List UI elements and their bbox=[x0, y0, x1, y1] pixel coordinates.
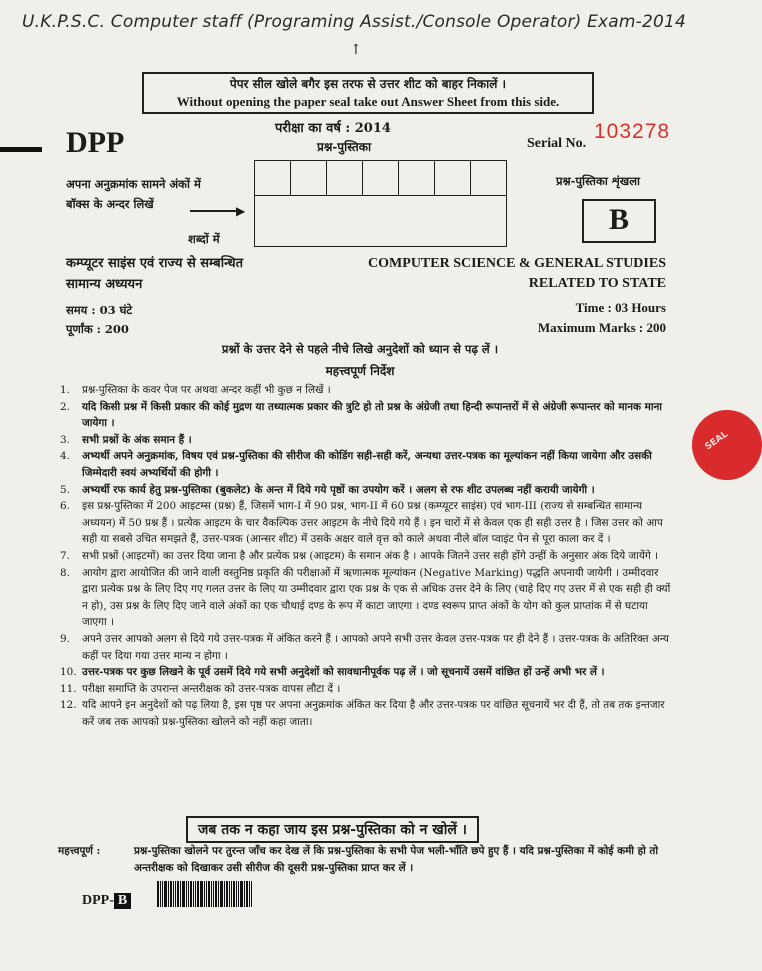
booklet-label: प्रश्न-पुस्तिका bbox=[317, 140, 372, 154]
paper-code: DPP bbox=[66, 126, 125, 159]
barcode-bar bbox=[213, 881, 214, 907]
instruction-text: यदि किसी प्रश्न में किसी प्रकार की कोई मुद्रण या तथ्यात्मक प्रकार की त्रुटि हो तो प्रश्न के अंग्रेजी तथा हिन्दी रूपान्तरों में से अंग्रेजी रूपान्तर को मानक माना जायेगा । bbox=[82, 400, 662, 430]
seal-notice-hindi: पेपर सील खोले बगैर इस तरफ से उत्तर शीट को बाहर निकालें । bbox=[229, 77, 507, 91]
instruction-text: उत्तर-पत्रक पर कुछ लिखने के पूर्व उसमें दिये गये सभी अनुदेशों को सावधानीपूर्वक पढ़ लें । जो सूचनायें उसमें वांछित हों उन्हें अभी भर लें । bbox=[82, 666, 605, 679]
marks-hindi: पूर्णांक : 200 bbox=[66, 322, 129, 336]
instructions-heading: महत्त्वपूर्ण निर्देश bbox=[325, 364, 395, 378]
instruction-text: प्रश्न-पुस्तिका के कवर पेज पर अथवा अन्दर कहीं भी कुछ न लिखें । bbox=[82, 384, 331, 396]
barcode-bar bbox=[170, 881, 172, 907]
barcode-bar bbox=[251, 881, 252, 907]
roll-instruction bbox=[66, 174, 201, 214]
barcode-bar bbox=[224, 881, 225, 907]
barcode-bar bbox=[240, 881, 243, 907]
exam-year: परीक्षा का वर्ष : 2014 bbox=[275, 121, 391, 136]
barcode-bar bbox=[168, 881, 169, 907]
roll-instruction-line1: अपना अनुक्रमांक सामने अंकों में bbox=[66, 177, 201, 191]
marks-english: Maximum Marks : 200 bbox=[537, 320, 666, 335]
instruction-number: 1. bbox=[60, 384, 70, 396]
instruction-item bbox=[60, 697, 672, 730]
barcode-bar bbox=[215, 881, 217, 907]
instruction-item bbox=[60, 664, 672, 681]
arrow-up-icon: ↑ bbox=[350, 42, 362, 58]
important-note bbox=[58, 843, 672, 877]
barcode-bar bbox=[249, 881, 250, 907]
roll-in-words-box[interactable] bbox=[254, 195, 507, 247]
instruction-number: 6. bbox=[60, 500, 70, 513]
barcode-bar bbox=[208, 881, 210, 907]
instruction-text: अपने उत्तर आपको अलग से दिये गये उत्तर-पत्रक में अंकित करने हैं । आपको अपने सभी उत्तर केवल उत्तर-पत्रक पर ही देने हैं । उत्तर-पत्रक के अतिरिक्त अन्य कहीं पर दिया गया उत्तर मान्य न होगा । bbox=[82, 632, 669, 662]
barcode-bar bbox=[180, 881, 181, 907]
instruction-number: 9. bbox=[60, 632, 70, 645]
footer-code-text: DPP- bbox=[82, 893, 114, 908]
subject-hindi-line1: कम्प्यूटर साइंस एवं राज्य से सम्बन्धित bbox=[66, 256, 244, 271]
subject-hindi bbox=[66, 253, 243, 295]
time-hindi: समय : 03 घंटे bbox=[66, 303, 133, 317]
instruction-number: 11. bbox=[60, 682, 77, 695]
barcode-bar bbox=[244, 881, 245, 907]
time-english: Time : 03 Hours bbox=[575, 300, 666, 315]
barcode-bar bbox=[218, 881, 219, 907]
instruction-number: 5. bbox=[60, 483, 70, 496]
instruction-number: 7. bbox=[60, 549, 70, 562]
instruction-text: सभी प्रश्नों (आइटमों) का उत्तर दिया जाना है और प्रत्येक प्रश्न (आइटम) के समान अंक है । आपके जितने उत्तर सही होंगे उन्हीं के अनुसार अंक दिये जायेंगे । bbox=[82, 549, 658, 562]
instruction-text: यदि आपने इन अनुदेशों को पढ़ लिया है, इस पृष्ठ पर अपना अनुक्रमांक अंकित कर दिया है और उत्तर-पत्रक पर वांछित सूचनायें भर दी हैं, तो तब तक इन्तजार करें जब तक आपको प्रश्न-पुस्तिका खोलने को नहीं कहा जाता। bbox=[82, 699, 665, 728]
barcode-bar bbox=[186, 881, 187, 907]
serial-label: Serial No. bbox=[527, 136, 587, 151]
subject-english bbox=[330, 254, 666, 294]
barcode-bar bbox=[200, 881, 203, 907]
barcode-bar bbox=[177, 881, 179, 907]
instructions-list bbox=[60, 382, 672, 730]
subject-english-line1: COMPUTER SCIENCE & GENERAL STUDIES bbox=[368, 256, 666, 271]
instruction-item bbox=[60, 448, 672, 481]
instruction-number: 4. bbox=[60, 450, 70, 463]
instruction-text: अभ्यर्थी अपने अनुक्रमांक, विषय एवं प्रश्न-पुस्तिका की सीरीज की कोडिंग सही-सही करें, अन्यथा उत्तर-पत्रक का मूल्यांकन नहीं किया जायेगा और उसकी जिम्मेदारी स्वयं अभ्यर्थियों की होगी । bbox=[82, 450, 652, 479]
do-not-open-banner: जब तक न कहा जाय इस प्रश्न-पुस्तिका को न खोलें । bbox=[186, 816, 479, 843]
instruction-text: परीक्षा समाप्ति के उपरान्त अन्तरीक्षक को उत्तर-पत्रक वापस लौटा दें । bbox=[82, 682, 341, 695]
instruction-text: आयोग द्वारा आयोजित की जाने वाली वस्तुनिष्ठ प्रकृति की परीक्षाओं में ऋणात्मक मूल्यांकन (Negative Marking) पद्धति अपनायी जायेगी । उम्मीदवार द्वारा प्रत्येक प्रश्न के लिए दिए गए गलत उत्तर के लिए या उम्मीदवार द्वारा एक प्रश्न के एक से अधिक उत्तर देने के लिए (चाहे दिए गए उत्तर में से एक सही ही क्यों न हो), उस प्रश्न के लिए दिए जाने वाले अंकों का एक चौथाई दण्ड के रूप में काटा जाएगा । दण्ड स्वरूप प्राप्त अंकों के योग को कुल प्राप्तांक में से घटाया जाएगा । bbox=[82, 566, 671, 629]
instruction-item bbox=[60, 565, 672, 631]
instruction-text: इस प्रश्न-पुस्तिका में 200 आइटम्स (प्रश्न) हैं, जिसमें भाग-I में 90 प्रश्न, भाग-II में 60 प्रश्न (कम्प्यूटर साइंस) एवं भाग-III (राज्य से सम्बन्धित सामान्य अध्ययन) में 50 प्रश्न हैं । प्रत्येक आइटम के चार वैकल्पिक उत्तर आइटम के नीचे दिये गये हैं । इन चारों में से केवल एक ही सही उत्तर है । जिस उत्तर को आप सही या सबसे उचित समझते हैं, उत्तर-पत्रक (आन्सर शीट) में उसके अक्षर वाले वृत्त को काले अथवा नीले बॉल प्वाइंट पेन से पूरा काला कर दें । bbox=[82, 500, 663, 546]
read-instructions-line: प्रश्नों के उत्तर देने से पहले नीचे लिखे अनुदेशों को ध्यान से पढ़ लें । bbox=[221, 342, 499, 356]
instruction-number: 2. bbox=[60, 400, 70, 413]
roll-instruction-line2: बॉक्स के अन्दर लिखें bbox=[66, 197, 154, 211]
arrow-head-icon: ▶ bbox=[236, 204, 246, 218]
instruction-item bbox=[60, 681, 672, 698]
barcode-bar bbox=[195, 881, 196, 907]
barcode-bar bbox=[175, 881, 176, 907]
footer-series: B bbox=[114, 893, 131, 909]
instruction-item bbox=[60, 548, 672, 565]
booklet-series-box: B bbox=[582, 199, 656, 243]
instruction-text: सभी प्रश्नों के अंक समान हैं । bbox=[82, 433, 192, 446]
barcode-bar bbox=[157, 881, 159, 907]
instruction-number: 10. bbox=[60, 666, 77, 679]
instruction-item bbox=[60, 432, 672, 449]
barcode-bar bbox=[197, 881, 199, 907]
barcode-bar bbox=[164, 881, 167, 907]
instruction-item bbox=[60, 382, 672, 399]
subject-hindi-line2: सामान्य अध्ययन bbox=[66, 277, 143, 292]
instruction-item bbox=[60, 482, 672, 499]
seal-notice bbox=[142, 72, 594, 114]
instruction-text: अभ्यर्थी रफ कार्य हेतु प्रश्न-पुस्तिका (बुकलेट) के अन्त में दिये गये पृष्ठों का उपयोग करें । अलग से रफ शीट उपलब्ध नहीं करायी जायेगी । bbox=[82, 483, 595, 496]
important-text: प्रश्न-पुस्तिका खोलने पर तुरन्त जाँच कर देख लें कि प्रश्न-पुस्तिका के सभी पेज भली-भाँति छपे हुए हैं । यदि प्रश्न-पुस्तिका में कोई कमी हो तो अन्तरीक्षक को दिखाकर उसी सीरीज की दूसरी प्रश्न-पुस्तिका प्राप्त कर लें । bbox=[134, 845, 659, 874]
words-label: शब्दों में bbox=[188, 232, 220, 246]
handwritten-exam-title: U.K.P.S.C. Computer staff (Programing Assist./Console Operator) Exam-2014 bbox=[22, 12, 687, 32]
barcode-bar bbox=[246, 881, 248, 907]
footer-code bbox=[82, 893, 131, 909]
barcode-bar bbox=[233, 881, 235, 907]
barcode bbox=[157, 881, 275, 907]
barcode-bar bbox=[190, 881, 192, 907]
arrow-right-icon bbox=[190, 210, 240, 212]
barcode-bar bbox=[236, 881, 237, 907]
instruction-item bbox=[60, 631, 672, 664]
barcode-bar bbox=[206, 881, 207, 907]
barcode-bar bbox=[160, 881, 161, 907]
instruction-item bbox=[60, 498, 672, 548]
time-marks-hindi bbox=[66, 301, 132, 339]
instruction-item bbox=[60, 399, 672, 432]
barcode-bar bbox=[193, 881, 194, 907]
barcode-bar bbox=[226, 881, 228, 907]
instruction-number: 12. bbox=[60, 699, 77, 712]
series-label: प्रश्न-पुस्तिका शृंखला bbox=[556, 174, 640, 188]
barcode-bar bbox=[173, 881, 174, 907]
seal-notice-english: Without opening the paper seal take out Answer Sheet from this side. bbox=[176, 94, 560, 109]
roll-number-grid[interactable] bbox=[254, 160, 507, 196]
instruction-number: 8. bbox=[60, 566, 70, 579]
important-label: महत्त्वपूर्ण : bbox=[58, 845, 101, 857]
barcode-bar bbox=[238, 881, 239, 907]
barcode-bar bbox=[182, 881, 185, 907]
time-marks-english bbox=[440, 298, 666, 338]
seal-stamp: SEAL bbox=[692, 410, 762, 480]
instruction-number: 3. bbox=[60, 433, 70, 446]
barcode-bar bbox=[229, 881, 230, 907]
barcode-bar bbox=[231, 881, 232, 907]
barcode-bar bbox=[204, 881, 205, 907]
margin-mark bbox=[0, 147, 42, 152]
serial-number: 103278 bbox=[594, 120, 671, 143]
subject-english-line2: RELATED TO STATE bbox=[528, 276, 666, 291]
barcode-bar bbox=[211, 881, 212, 907]
barcode-bar bbox=[220, 881, 223, 907]
barcode-bar bbox=[188, 881, 189, 907]
barcode-bar bbox=[162, 881, 163, 907]
